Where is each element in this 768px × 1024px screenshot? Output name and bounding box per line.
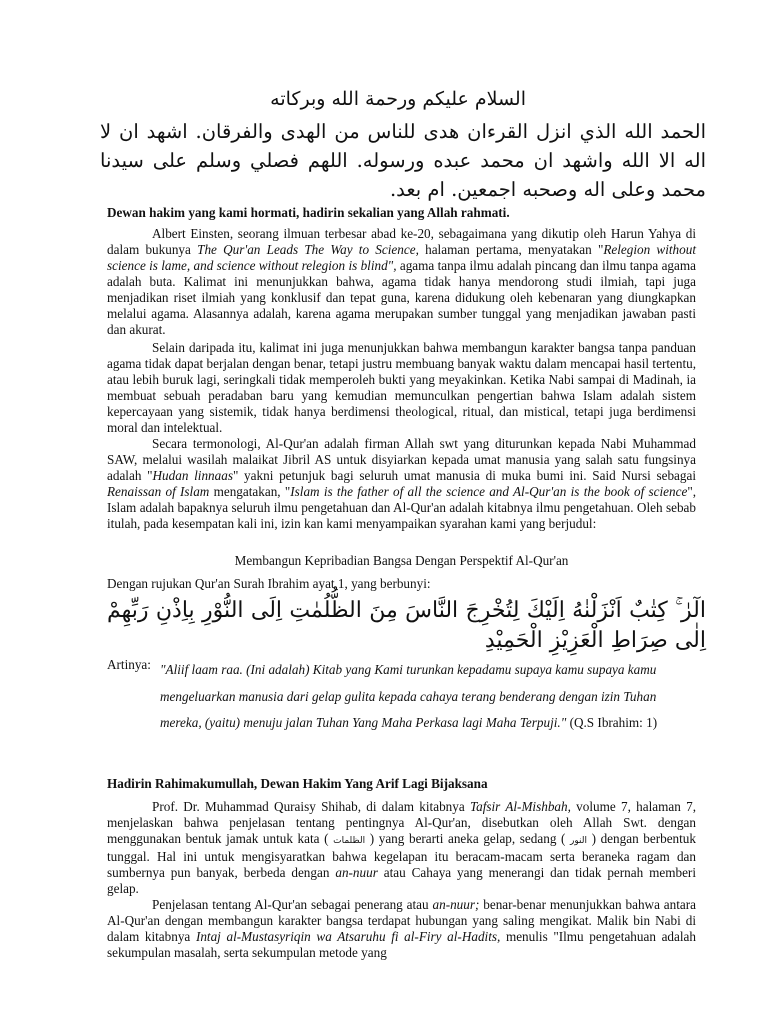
paragraph-an-nuur: Penjelasan tentang Al-Qur'an sebagai penerang atau an-nuur; benar-benar menunjukkan bahwa antara Al-Qur'an dengan membangun karakter bangsa terdapat hubungan yang saling mengikat. Malik bin Nabi di dalam kitabnya Intaj al-Mustasyriqin wa Atsaruhu fi al-Firy al-Hadits, menulis "Ilmu pengetahuan adalah sekumpulan masalah, serta sekumpulan metode yang (107, 897, 697, 960)
paragraph-terminologi: Secara termonologi, Al-Qur'an adalah firman Allah swt yang diturunkan kepada Nabi Muhammad SAW, melalui wasilah malaikat Jibril AS untuk disyiarkan kepada umat manusia yang salah satu fungsinya adalah "Hudan linnaas" yakni petunjuk bagi seluruh umat manusia di muka bumi ini. Said Nursi sebagai Renaissan of Islam mengatakan, "Islam is the father of all the science and Al-Qur'an is the book of science", Islam adalah bapaknya seluruh ilmu pengetahuan dan Al-Qur'an adalah kitabnya ilmu pengetahuan. Oleh sebab itulah, pada kesempatan kali ini, izin kan kami menyampaikan syarahan kami yang berjudul: (107, 436, 697, 531)
quran-verse-ibrahim-1: الٓرٰ ۚ كِتٰبٌ اَنْزَلْنٰهُ اِلَيْكَ لِتُخْرِجَ النَّاسَ مِنَ الظُّلُمٰتِ اِلَى النُّوْرِ بِاِذْنِ رَبِّهِمْ اِلٰى صِرَاطِ الْعَزِيْزِ الْحَمِيْدِ (107, 598, 706, 653)
speech-title: Membangun Kepribadian Bangsa Dengan Perspektif Al-Qur'an (234, 553, 569, 568)
paragraph-einstein: Albert Einsten, seorang ilmuan terbesar abad ke-20, sebagaimana yang dikutip oleh Harun Yahya di dalam bukunya The Qur'an Leads The Way to Science, halaman pertama, menyatakan "Relegion without science is lame, and science without relegion is blind", agama tanpa ilmu adalah pincang dan ilmu tanpa agama adalah buta. Kalimat ini menunjukkan bahwa, agama tidak hanya mendorong studi ilmiah, tapi juga menjadikan riset ilmiah yang konklusif dan tepat guna, karena didukung oleh kebenaran yang diungkapkan melalui agama. Alasannya adalah, karena agama merupakan sumber tunggal yang menjadikan jawaban pasti dan akurat. (107, 226, 696, 337)
translation-label: Artinya: (107, 657, 151, 672)
translation-text: "Aliif laam raa. (Ini adalah) Kitab yang Kami turunkan kepadamu supaya kamu supaya kamu mengeluarkan manusia dari gelap gulita kepada cahaya terang benderang dengan izin Tuhan mereka, (yaitu) menuju jalan Tuhan Yang Maha Perkasa lagi Maha Terpuji." (Q.S Ibrahim: 1) (160, 662, 658, 730)
greeting-heading-2: Hadirin Rahimakumullah, Dewan Hakim Yang Arif Lagi Bijaksana (107, 776, 488, 791)
arabic-salam: السلام عليكم ورحمة الله وبركاته (270, 88, 526, 110)
paragraph-karakter: Selain daripada itu, kalimat ini juga menunjukkan bahwa membangun karakter bangsa tanpa panduan agama tidak dapat berjalan dengan benar, tetapi justru membuang banyak waktu dalam mencapai hasil tertentu, atau lebih buruk lagi, seringkali tidak memperoleh bukti yang meyakinkan. Ketika Nabi sampai di Madinah, ia membuat sebuah peradaban baru yang kemudian memunculkan pengertian bahwa Islam adalah sistem kepercayaan yang sistemik, tidak hanya berdimensi theological, ritual, dan mistical, tetapi juga berdimensi moral dan intelektual. (107, 340, 696, 435)
greeting-heading-1: Dewan hakim yang kami hormati, hadirin sekalian yang Allah rahmati. (107, 205, 510, 220)
arabic-hamdalah: الحمد الله الذي انزل القرءان هدى للناس من الهدى والفرقان. اشهد ان لا اله الا الله واشهد ان محمد عبده ورسوله. اللهم فصلي وسلم على سيدنا محمد وعلى اله وصحبه اجمعين. ام بعد. (100, 120, 706, 201)
paragraph-quraish-shihab: Prof. Dr. Muhammad Quraisy Shihab, di dalam kitabnya Tafsir Al-Mishbah, volume 7, halaman 7, menjelaskan bahwa penjelasan tentang pentingnya Al-Qur'an, disebutkan oleh Allah Swt. dengan menggunakan bentuk jamak untuk kata ( الظلمات ) yang berarti aneka gelap, sedang ( النور ) dengan berbentuk tunggal. Hal ini untuk mengisyaratkan bahwa kegelapan itu beracam-macam serta beraneka ragam dan sumbernya pun banyak, berbeda dengan an-nuur atau Cahaya yang menerangi dan tidak pernah memberi gelap. (107, 799, 697, 896)
quran-reference: Dengan rujukan Qur'an Surah Ibrahim ayat 1, yang berbunyi: (107, 576, 431, 591)
